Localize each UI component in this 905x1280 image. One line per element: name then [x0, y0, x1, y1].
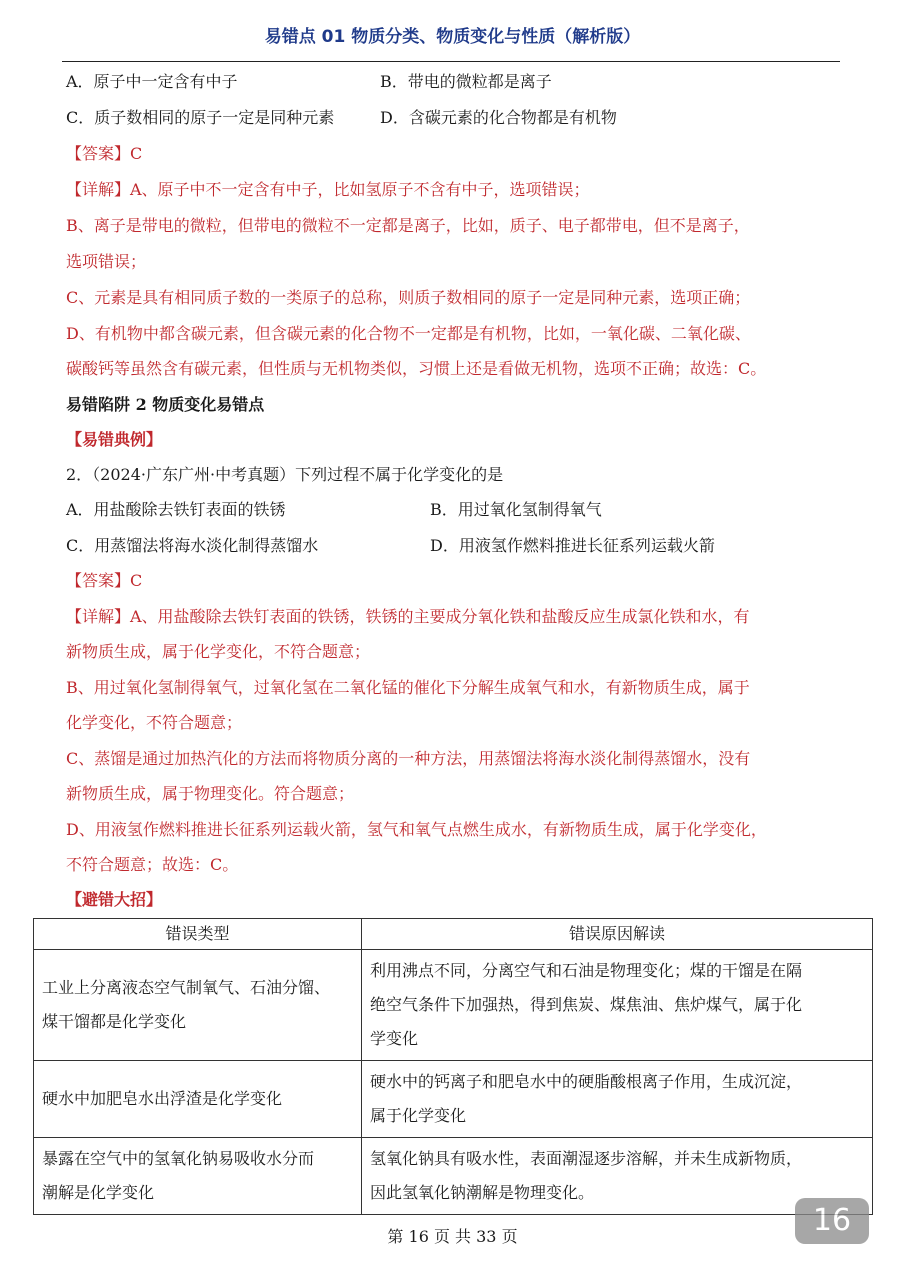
cell-line: 工业上分离液态空气制氧气、石油分馏、 [42, 978, 331, 997]
table-cell-reason [362, 1061, 873, 1138]
table-row [34, 1061, 873, 1138]
q1-detail-line: D、有机物中都含碳元素，但含碳元素的化合物不一定都是有机物，比如，一氧化碳、二氧化碳、 [66, 324, 751, 343]
q1-answer: 【答案】C [66, 144, 143, 163]
q1-detail-line: 选项错误； [66, 252, 147, 271]
q2-detail-line: D、用液氢作燃料推进长征系列运载火箭，氢气和氧气点燃生成水，有新物质生成，属于化学变化， [66, 820, 767, 839]
page-footer: 第 16 页 共 33 页 [387, 1227, 518, 1246]
cell-line: 煤干馏都是化学变化 [42, 1012, 187, 1031]
cell-line: 学变化 [370, 1029, 419, 1048]
table-cell-type [34, 950, 362, 1061]
table-row [34, 1138, 873, 1215]
q2-option-b: B．用过氧化氢制得氧气 [430, 500, 602, 519]
q2-answer: 【答案】C [66, 571, 143, 590]
q2-question: 2．（2024·广东广州·中考真题）下列过程不属于化学变化的是 [66, 465, 504, 484]
cell-line: 氢氧化钠具有吸水性，表面潮湿逐步溶解，并未生成新物质， [370, 1149, 803, 1168]
table-header-row [34, 919, 873, 950]
table-header-reason: 错误原因解读 [362, 919, 873, 950]
q2-detail-line: B、用过氧化氢制得氧气，过氧化氢在二氧化锰的催化下分解生成氧气和水，有新物质生成，属于 [66, 678, 750, 697]
table-cell-reason [362, 950, 873, 1061]
table-cell-type [34, 1138, 362, 1215]
q2-detail-line: 不符合题意；故选：C。 [66, 855, 239, 874]
cell-line: 绝空气条件下加强热，得到焦炭、煤焦油、焦炉煤气，属于化 [370, 995, 803, 1014]
q2-option-c: C．用蒸馏法将海水淡化制得蒸馏水 [66, 536, 319, 555]
q1-option-a: A．原子中一定含有中子 [66, 72, 238, 91]
cell-line: 潮解是化学变化 [42, 1183, 155, 1202]
q2-detail-line: 新物质生成，属于物理变化。符合题意； [66, 784, 355, 803]
section2-title: 易错陷阱 2 物质变化易错点 [66, 395, 265, 414]
header-divider [62, 61, 840, 62]
table-row [34, 950, 873, 1061]
q2-detail-line: 【详解】A、用盐酸除去铁钉表面的铁锈，铁锈的主要成分氧化铁和盐酸反应生成氯化铁和水，有 [66, 607, 750, 626]
cell-line: 利用沸点不同，分离空气和石油是物理变化；煤的干馏是在隔 [370, 961, 803, 980]
cell-line: 属于化学变化 [370, 1106, 467, 1125]
error-comparison-table [33, 918, 873, 1215]
section2-example-label: 【易错典例】 [66, 430, 163, 449]
cell-line: 暴露在空气中的氢氧化钠易吸收水分而 [42, 1149, 315, 1168]
q1-detail-line: C、元素是具有相同质子数的一类原子的总称，则质子数相同的原子一定是同种元素，选项正确； [66, 288, 751, 307]
q1-detail-line: 【详解】A、原子中不一定含有中子，比如氢原子不含有中子，选项错误； [66, 180, 590, 199]
table-header-type: 错误类型 [34, 919, 362, 950]
q1-option-b: B．带电的微粒都是离子 [380, 72, 552, 91]
q2-detail-line: 化学变化，不符合题意； [66, 713, 243, 732]
q2-detail-line: C、蒸馏是通过加热汽化的方法而将物质分离的一种方法，用蒸馏法将海水淡化制得蒸馏水，没有 [66, 749, 751, 768]
q1-option-d: D．含碳元素的化合物都是有机物 [380, 108, 617, 127]
q2-detail-line: 新物质生成，属于化学变化，不符合题意； [66, 642, 371, 661]
page-number-badge: 16 [795, 1198, 869, 1244]
cell-line: 硬水中的钙离子和肥皂水中的硬脂酸根离子作用，生成沉淀， [370, 1072, 803, 1091]
table-cell-type [34, 1061, 362, 1138]
cell-line: 硬水中加肥皂水出浮渣是化学变化 [42, 1089, 283, 1108]
section2-tips-label: 【避错大招】 [66, 890, 163, 909]
q1-detail-line: 碳酸钙等虽然含有碳元素，但性质与无机物类似，习惯上还是看做无机物，选项不正确；故选：C。 [66, 359, 767, 378]
cell-line: 因此氢氧化钠潮解是物理变化。 [370, 1183, 595, 1202]
q1-detail-line: B、离子是带电的微粒，但带电的微粒不一定都是离子，比如，质子、电子都带电，但不是离子， [66, 216, 750, 235]
q2-option-a: A．用盐酸除去铁钉表面的铁锈 [66, 500, 286, 519]
q1-option-c: C．质子数相同的原子一定是同种元素 [66, 108, 335, 127]
page-header-title: 易错点 01 物质分类、物质变化与性质（解析版） [264, 27, 641, 47]
q2-option-d: D．用液氢作燃料推进长征系列运载火箭 [430, 536, 715, 555]
